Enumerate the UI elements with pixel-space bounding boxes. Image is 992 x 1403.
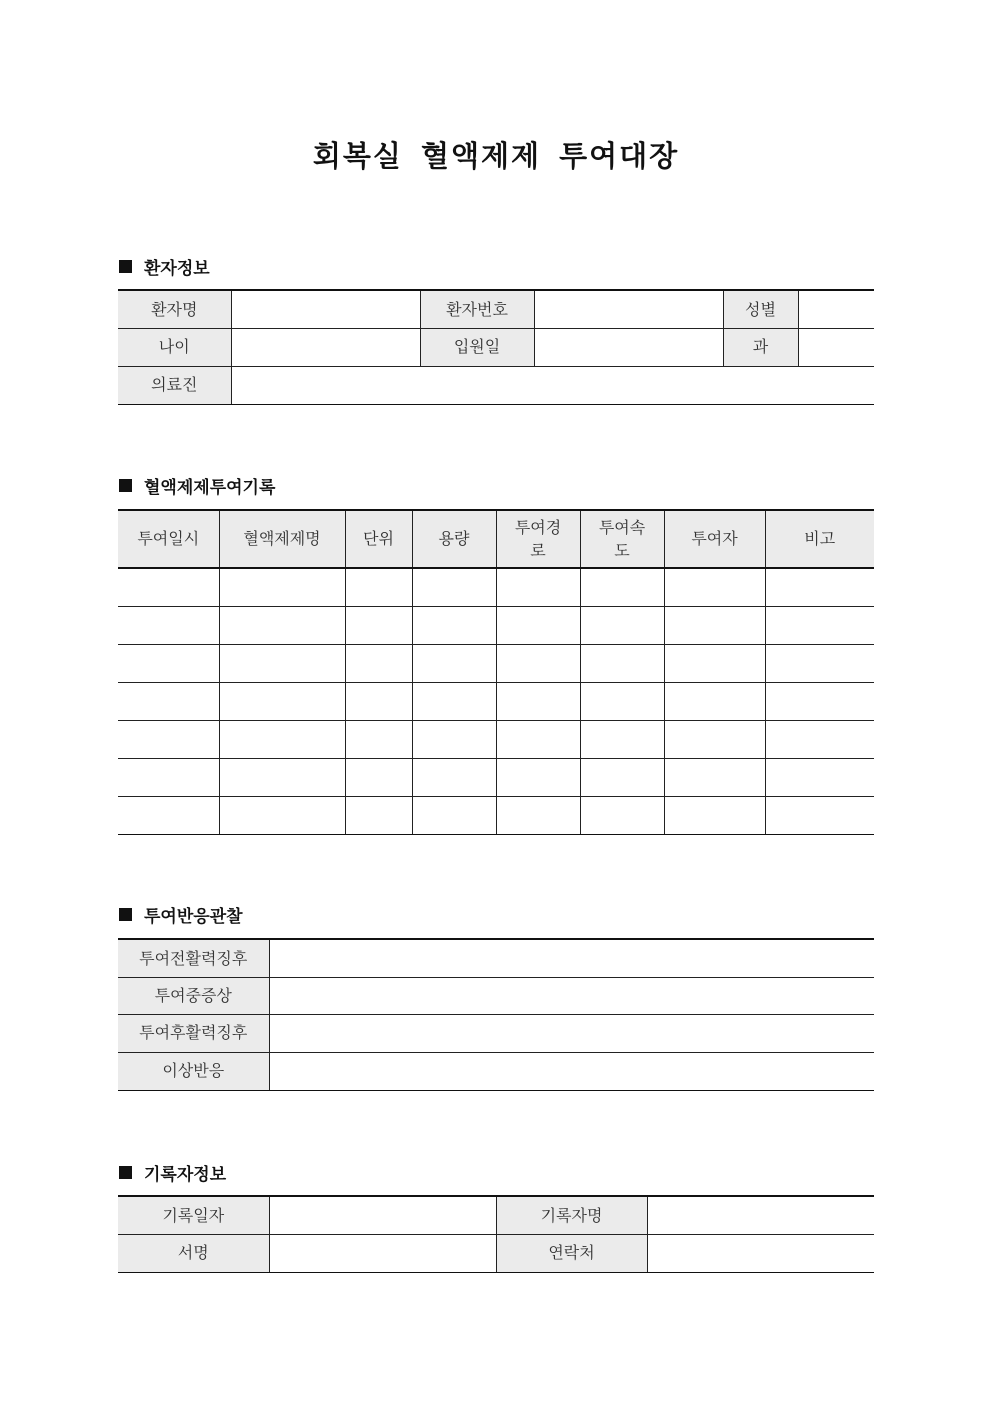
patient-number-field[interactable] — [534, 290, 723, 328]
record-cell[interactable] — [664, 568, 765, 606]
during-symptoms-field[interactable] — [269, 977, 874, 1014]
record-cell[interactable] — [580, 682, 664, 720]
record-date-label: 기록일자 — [118, 1196, 269, 1234]
record-cell[interactable] — [664, 682, 765, 720]
during-symptoms-label: 투여중증상 — [118, 977, 269, 1014]
sex-label: 성별 — [723, 290, 798, 328]
square-bullet-icon — [119, 479, 132, 492]
admission-date-field[interactable] — [534, 328, 723, 366]
record-cell[interactable] — [412, 568, 496, 606]
section-heading-label: 기록자정보 — [144, 1165, 227, 1185]
record-cell[interactable] — [664, 758, 765, 796]
record-cell[interactable] — [345, 758, 412, 796]
header-route: 투여경로 — [496, 510, 580, 568]
square-bullet-icon — [119, 908, 132, 921]
section-heading-record — [119, 473, 275, 498]
square-bullet-icon — [119, 260, 132, 273]
record-cell[interactable] — [118, 606, 219, 644]
record-cell[interactable] — [496, 720, 580, 758]
medical-staff-field[interactable] — [231, 366, 874, 404]
header-blood-product-name: 혈액제제명 — [219, 510, 345, 568]
recorder-info-table — [118, 1195, 874, 1273]
department-field[interactable] — [798, 328, 874, 366]
record-cell[interactable] — [664, 796, 765, 834]
table-row — [118, 568, 874, 606]
contact-label: 연락처 — [496, 1234, 647, 1272]
record-cell[interactable] — [412, 720, 496, 758]
header-rate: 투여속도 — [580, 510, 664, 568]
record-cell[interactable] — [496, 568, 580, 606]
record-cell[interactable] — [219, 606, 345, 644]
record-cell[interactable] — [345, 720, 412, 758]
record-cell[interactable] — [118, 568, 219, 606]
record-cell[interactable] — [580, 758, 664, 796]
record-cell[interactable] — [345, 644, 412, 682]
header-remarks: 비고 — [765, 510, 874, 568]
patient-info-table — [118, 289, 874, 405]
medical-staff-label: 의료진 — [118, 366, 231, 404]
record-cell[interactable] — [219, 720, 345, 758]
reaction-observation-table — [118, 938, 874, 1091]
square-bullet-icon — [119, 1166, 132, 1179]
record-cell[interactable] — [345, 682, 412, 720]
table-row — [118, 644, 874, 682]
record-cell[interactable] — [580, 568, 664, 606]
record-cell[interactable] — [345, 606, 412, 644]
record-cell[interactable] — [765, 644, 874, 682]
recorder-name-label: 기록자명 — [496, 1196, 647, 1234]
table-row — [118, 720, 874, 758]
record-cell[interactable] — [496, 644, 580, 682]
record-cell[interactable] — [412, 682, 496, 720]
record-cell[interactable] — [118, 796, 219, 834]
record-cell[interactable] — [219, 644, 345, 682]
record-cell[interactable] — [496, 682, 580, 720]
record-cell[interactable] — [580, 796, 664, 834]
record-cell[interactable] — [496, 758, 580, 796]
record-cell[interactable] — [118, 682, 219, 720]
record-cell[interactable] — [580, 720, 664, 758]
record-cell[interactable] — [664, 644, 765, 682]
record-cell[interactable] — [580, 606, 664, 644]
record-cell[interactable] — [219, 796, 345, 834]
record-cell[interactable] — [412, 606, 496, 644]
record-cell[interactable] — [118, 720, 219, 758]
post-vitals-label: 투여후활력징후 — [118, 1014, 269, 1052]
department-label: 과 — [723, 328, 798, 366]
record-cell[interactable] — [496, 796, 580, 834]
record-cell[interactable] — [496, 606, 580, 644]
record-cell[interactable] — [118, 758, 219, 796]
record-cell[interactable] — [765, 758, 874, 796]
table-row — [118, 682, 874, 720]
section-heading-label: 환자정보 — [144, 259, 210, 279]
section-heading-label: 혈액제제투여기록 — [144, 478, 276, 498]
table-row — [118, 758, 874, 796]
age-label: 나이 — [118, 328, 231, 366]
record-cell[interactable] — [412, 758, 496, 796]
record-rows — [118, 568, 874, 834]
record-cell[interactable] — [765, 682, 874, 720]
pre-vitals-field[interactable] — [269, 939, 874, 977]
header-administration-datetime: 투여일시 — [118, 510, 219, 568]
record-cell[interactable] — [664, 720, 765, 758]
patient-name-field[interactable] — [231, 290, 420, 328]
section-heading-observation — [119, 902, 243, 927]
patient-number-label: 환자번호 — [420, 290, 534, 328]
adverse-reaction-label: 이상반응 — [118, 1052, 269, 1090]
table-row — [118, 796, 874, 834]
record-cell[interactable] — [345, 796, 412, 834]
record-cell[interactable] — [219, 682, 345, 720]
header-administrator: 투여자 — [664, 510, 765, 568]
record-cell[interactable] — [118, 644, 219, 682]
pre-vitals-label: 투여전활력징후 — [118, 939, 269, 977]
age-field[interactable] — [231, 328, 420, 366]
record-cell[interactable] — [219, 758, 345, 796]
record-cell[interactable] — [345, 568, 412, 606]
post-vitals-field[interactable] — [269, 1014, 874, 1052]
record-cell[interactable] — [219, 568, 345, 606]
section-heading-label: 투여반응관찰 — [144, 907, 243, 927]
patient-name-label: 환자명 — [118, 290, 231, 328]
contact-field[interactable] — [647, 1234, 874, 1272]
record-cell[interactable] — [765, 796, 874, 834]
header-unit: 단위 — [345, 510, 412, 568]
transfusion-record-table — [118, 509, 874, 835]
record-cell[interactable] — [580, 644, 664, 682]
record-date-field[interactable] — [269, 1196, 496, 1234]
record-cell[interactable] — [765, 606, 874, 644]
record-cell[interactable] — [412, 644, 496, 682]
section-heading-patient — [119, 254, 210, 279]
recorder-name-field[interactable] — [647, 1196, 874, 1234]
header-dose: 용량 — [412, 510, 496, 568]
signature-field[interactable] — [269, 1234, 496, 1272]
admission-date-label: 입원일 — [420, 328, 534, 366]
table-row — [118, 606, 874, 644]
signature-label: 서명 — [118, 1234, 269, 1272]
section-heading-recorder — [119, 1160, 226, 1185]
adverse-reaction-field[interactable] — [269, 1052, 874, 1090]
record-cell[interactable] — [765, 720, 874, 758]
sex-field[interactable] — [798, 290, 874, 328]
record-cell[interactable] — [765, 568, 874, 606]
record-cell[interactable] — [664, 606, 765, 644]
page-title: 회복실 혈액제제 투여대장 — [312, 139, 680, 173]
record-cell[interactable] — [412, 796, 496, 834]
